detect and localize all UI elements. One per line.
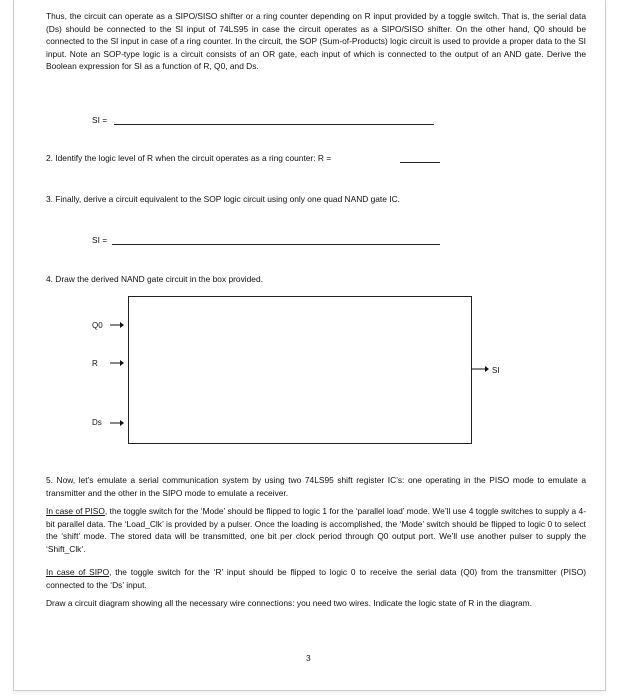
input-arrow-q0 bbox=[110, 320, 124, 330]
question-3: 3. Finally, derive a circuit equivalent to the SOP logic circuit using only one quad NAND gate IC. bbox=[46, 194, 400, 204]
output-arrow-si bbox=[471, 364, 489, 374]
input-label-q0: Q0 bbox=[92, 321, 103, 330]
page-number: 3 bbox=[306, 653, 311, 663]
output-label-si: SI bbox=[492, 366, 500, 375]
sipo-paragraph bbox=[46, 566, 586, 591]
question-4: 4. Draw the derived NAND gate circuit in the box provided. bbox=[46, 274, 263, 284]
sipo-text: , the toggle switch for the ‘R’ input should be flipped to logic 0 to receive the serial data (Q0) from the transmitter (PISO) connected to the ‘Ds’ input. bbox=[46, 567, 586, 590]
r-answer-line[interactable] bbox=[400, 162, 440, 163]
input-label-ds: Ds bbox=[92, 418, 102, 427]
document-page bbox=[13, 0, 606, 691]
input-arrow-ds bbox=[110, 418, 124, 428]
piso-heading: In case of PISO bbox=[46, 506, 105, 516]
si-label-1: SI = bbox=[92, 115, 108, 125]
si-label-2: SI = bbox=[92, 235, 108, 245]
piso-text: , the toggle switch for the ‘Mode’ should be flipped to logic 1 for the ‘parallel load’ mode. We’ll use 4 toggle switches to supply a 4-bit parallel data. The ‘Load_Clk’ is provided by a pulser. Once the loading is accomplished, the ‘Mode’ switch should be flipped to logic 0 to select the ‘shift’ mode. The stored data will be transmitted, one bit per clock period through Q0 output port. We’ll use another pulser to supply the ‘Shift_Clk’. bbox=[46, 506, 587, 554]
input-label-r: R bbox=[92, 359, 98, 368]
sipo-heading: In case of SIPO bbox=[46, 567, 110, 577]
si-answer-line-2[interactable] bbox=[112, 244, 440, 245]
nand-drawing-box[interactable] bbox=[128, 296, 472, 444]
piso-paragraph bbox=[46, 505, 586, 555]
input-arrow-r bbox=[110, 358, 124, 368]
question-5-intro: 5. Now, let’s emulate a serial communication system by using two 74LS95 shift register IC’s: one operating in the PISO mode to emulate a transmitter and the other in the SIPO mode to emulate a receiver. bbox=[46, 475, 586, 498]
si-answer-line-1[interactable] bbox=[114, 124, 434, 125]
intro-paragraph: Thus, the circuit can operate as a SIPO/SISO shifter or a ring counter depending on R input provided by a toggle switch. That is, the serial data (Ds) should be connected to the SI input of 74LS95 in case the circuit operates as a SIPO/SISO shifter. On the other hand, Q0 should be connected to the SI input in case of a ring counter. In the circuit, the SOP (Sum-of-Products) logic circuit is used to provide a proper data to the SI input. Note an SOP-type logic is a circuit consists of an OR gate, each input of which is connected to the output of an AND gate. Derive the Boolean expression for SI as a function of R, Q0, and Ds. bbox=[46, 11, 586, 72]
draw-instruction: Draw a circuit diagram showing all the necessary wire connections: you need two wires. Indicate the logic state of R in the diagram. bbox=[46, 598, 532, 608]
question-2: 2. Identify the logic level of R when the circuit operates as a ring counter: R = bbox=[46, 153, 332, 163]
